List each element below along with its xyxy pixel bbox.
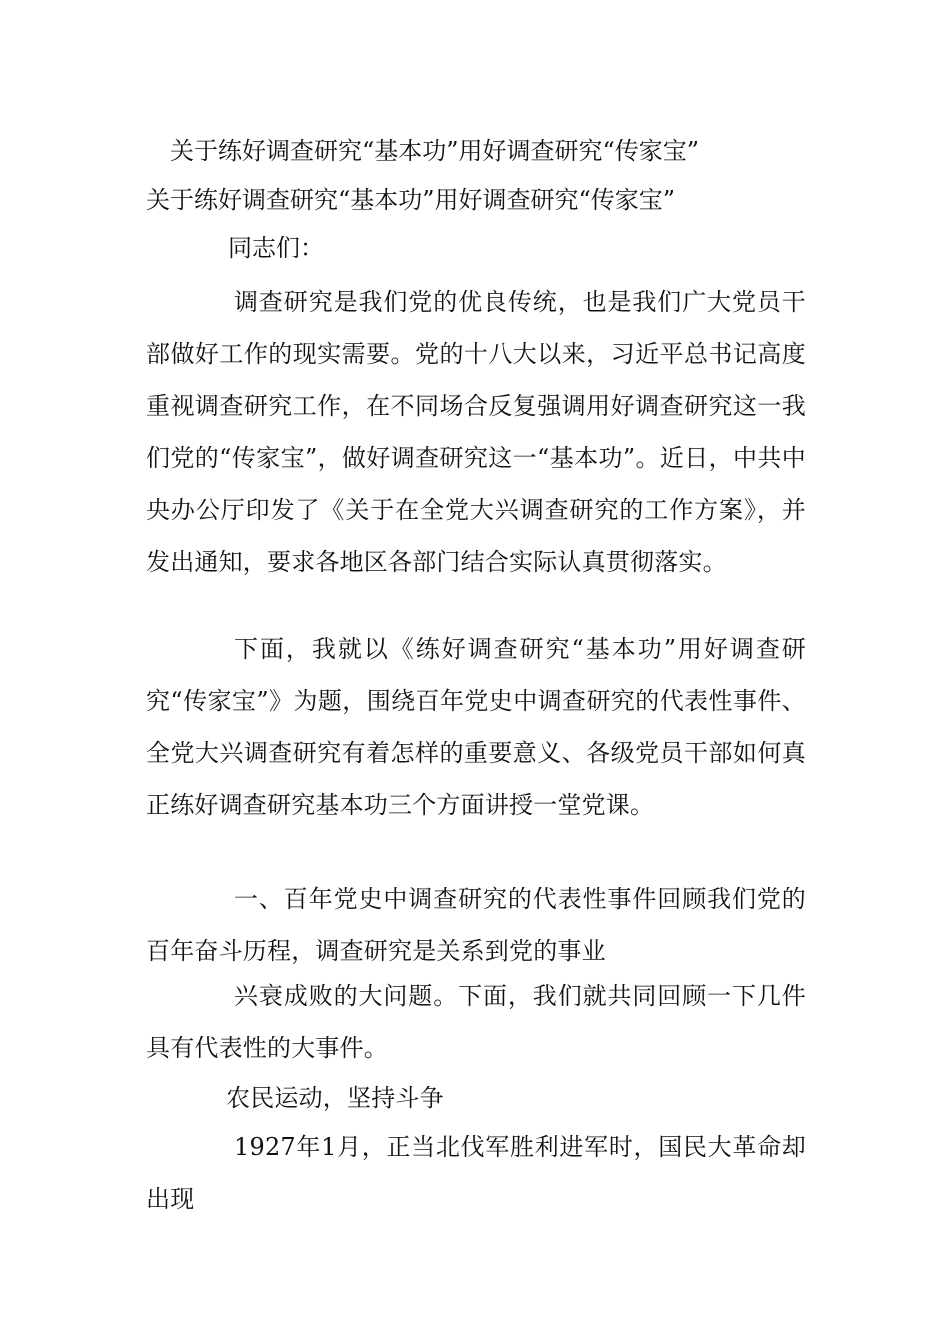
paragraph-subheading: 农民运动，坚持斗争 bbox=[226, 1084, 444, 1112]
paragraph-introduction: 调查研究是我们党的优良传统，也是我们广大党员干部做好工作的现实需要。党的十八大以来，习近平总书记高度重视调查研究工作，在不同场合反复强调用好调查研究这一我们党的“传家宝”，做好调查研究这一“基本功”。近日，中共中央办公厅印发了《关于在全党大兴调查研究的工作方案》，并发出通知，要求各地区各部门结合实际认真贯彻落实。 bbox=[146, 288, 806, 576]
paragraph-continuation: 兴衰成败的大问题。下面，我们就共同回顾一下几件具有代表性的大事件。 bbox=[146, 982, 806, 1062]
paragraph-topic: 下面，我就以《练好调查研究“基本功”用好调查研究“传家宝”》为题，围绕百年党史中调查研究的代表性事件、全党大兴调查研究有着怎样的重要意义、各级党员干部如何真正练好调查研究基本功三个方面讲授一堂党课。 bbox=[146, 635, 806, 819]
document-title: 关于练好调查研究“基本功”用好调查研究“传家宝” bbox=[170, 137, 700, 165]
paragraph-history: 1927年1月，正当北伐军胜利进军时，国民大革命却出现 bbox=[146, 1133, 806, 1213]
paragraph-section-heading: 一、百年党史中调查研究的代表性事件回顾我们党的百年奋斗历程，调查研究是关系到党的事业 bbox=[146, 885, 806, 965]
document-title-repeat: 关于练好调查研究“基本功”用好调查研究“传家宝” bbox=[146, 186, 676, 214]
salutation: 同志们： bbox=[228, 234, 324, 262]
